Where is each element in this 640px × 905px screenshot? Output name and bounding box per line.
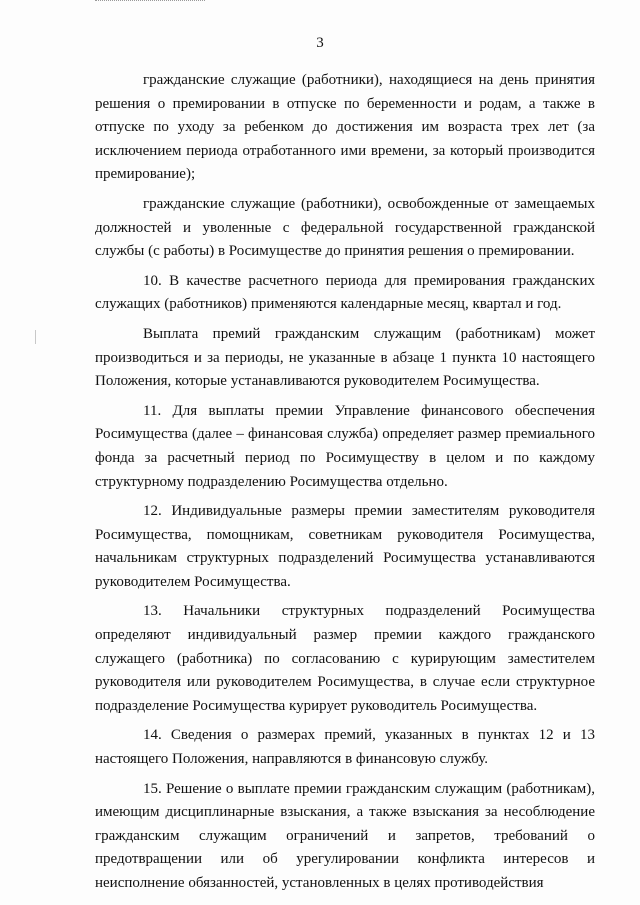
paragraph-clause-10: 10. В качестве расчетного периода для премирования гражданских служащих (работников) применяются календарные месяц, квартал и год. <box>95 272 595 313</box>
paragraph-exclusion-dismissed: гражданские служащие (работники), освобожденные от замещаемых должностей и уволенные с федеральной государственной гражданской службы (с работы) в Росимуществе до принятия решения о премировании. <box>95 195 595 260</box>
paragraph-clause-15: 15. Решение о выплате премии гражданским служащим (работникам), имеющим дисциплинарные взыскания, а также взыскания за несоблюдение гражданским служащим ограничений и запретов, требований о предотвращении или об урегулировании конфликта интересов и неисполнение обязанностей, установленных в целях противодействия <box>95 780 595 891</box>
paragraph-clause-12: 12. Индивидуальные размеры премии заместителям руководителя Росимущества, помощникам, советникам руководителя Росимущества, начальникам структурных подразделений Росимущества устанавливаются руководителем Росимущества. <box>95 503 595 590</box>
scan-margin-mark <box>35 330 36 344</box>
document-body <box>95 69 595 902</box>
paragraph-clause-10-payment: Выплата премий гражданским служащим (работникам) может производиться и за периоды, не указанные в абзаце 1 пункта 10 настоящего Положения, которые устанавливаются руководителем Росимущества. <box>95 325 595 390</box>
paragraph-clause-13: 13. Начальники структурных подразделений Росимущества определяют индивидуальный размер премии каждого гражданского служащего (работника) по согласованию с курирующим заместителем руководителя или руководителем Росимущества, в случае если структурное подразделение Росимущества курирует руководитель Росимущества. <box>95 603 595 714</box>
paragraph-clause-11: 11. Для выплаты премии Управление финансового обеспечения Росимущества (далее – финансовая служба) определяет размер премиального фонда за расчетный период по Росимуществу в целом и по каждому структурному подразделению Росимущества отдельно. <box>95 402 595 490</box>
page-number: 3 <box>316 35 324 51</box>
paragraph-clause-14: 14. Сведения о размерах премий, указанных в пунктах 12 и 13 настоящего Положения, направляются в финансовую службу. <box>95 727 595 768</box>
scan-edge-mark <box>95 0 205 2</box>
paragraph-exclusion-maternity: гражданские служащие (работники), находящиеся на день принятия решения о премировании в отпуске по беременности и родам, а также в отпуске по уходу за ребенком до достижения им возраста трех лет (за исключением периода отработанного ими времени, за который производится премирование); <box>95 72 595 183</box>
